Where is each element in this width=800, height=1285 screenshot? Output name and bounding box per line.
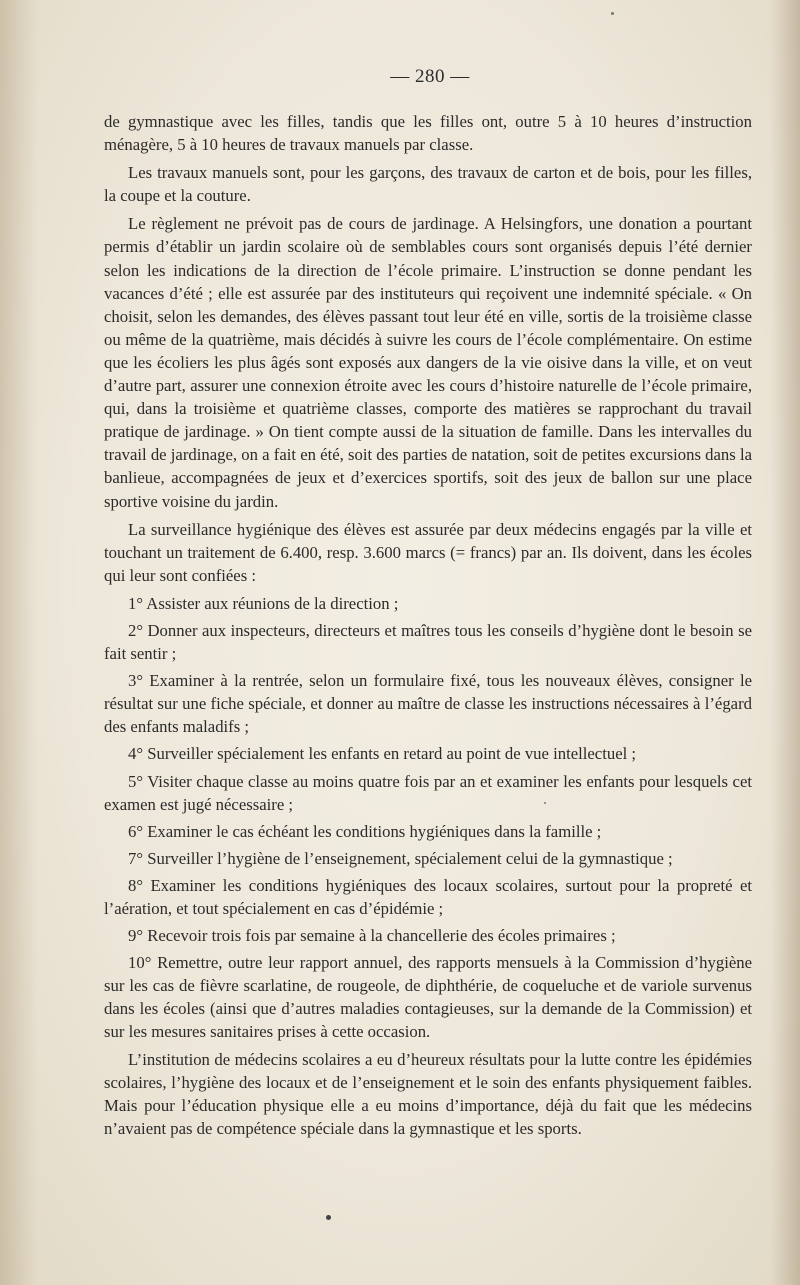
paragraph: Les travaux manuels sont, pour les garçons, des travaux de carton et de bois, pour les filles, la coupe et la couture. <box>104 163 752 206</box>
paragraph: La surveillance hygiénique des élèves est assurée par deux médecins engagés par la ville et touchant un traitement de 6.400, resp. 3.600 marcs (= francs) par an. Ils doivent, dans les écoles qui leur sont confiées : <box>104 519 752 585</box>
list-item: 9° Recevoir trois fois par semaine à la chancellerie des écoles primaires ; <box>128 926 616 946</box>
list-item: 6° Examiner le cas échéant les conditions hygiéniques dans la famille ; <box>128 821 602 841</box>
list-item: 8° Examiner les conditions hygiéniques des locaux scolaires, surtout pour la propreté et l’aération, et tout spécialement en cas d’épidémie ; <box>104 875 752 918</box>
list-item: 7° Surveiller l’hygiène de l’enseignement, spécialement celui de la gymnastique ; <box>128 848 673 868</box>
list-item: 5° Visiter chaque classe au moins quatre fois par an et examiner les enfants pour lesquels cet examen est jugé nécessaire ; <box>104 771 752 814</box>
paragraph: de gymnastique avec les filles, tandis que les filles ont, outre 5 à 10 heures d’instruction ménagère, 5 à 10 heures de travaux manuels par classe. <box>104 112 752 155</box>
paragraph: Le règlement ne prévoit pas de cours de jardinage. A Helsingfors, une donation a pourtant permis d’établir un jardin scolaire où de semblables cours sont organisés depuis l’été dernier selon les indications de la direction de l’école primaire. L’instruction se donne pendant les vacances d’été ; elle est assurée par des instituteurs qui reçoivent une indemnité spéciale. « On choisit, selon les demandes, des élèves passant tout leur été en ville, sortis de la troisième classe ou même de la quatrième, mais décidés à suivre les cours de l’école complémentaire. On estime que les écoliers les plus âgés sont exposés aux dangers de la vie oisive dans la ville, et on veut d’autre part, assurer une connexion étroite avec les cours d’histoire naturelle de l’école primaire, qui, dans la troisième et quatrième classes, comporte des matières se rapprochant du travail pratique de jardinage. » On tient compte aussi de la situation de famille. Dans les intervalles du travail de jardinage, on a fait en été, soit des parties de natation, soit de petites excursions dans la banlieue, accompagnées de jeux et d’exercices sportifs, soit des jeux de ballon sur une place sportive voisine du jardin. <box>104 214 752 511</box>
list-item: 1° Assister aux réunions de la direction ; <box>128 593 399 613</box>
list-item: 3° Examiner à la rentrée, selon un formulaire fixé, tous les nouveaux élèves, consigner le résultat sur une fiche spéciale, et donner au maître de classe les instructions nécessaires à l’égard des enfants maladifs ; <box>104 671 752 737</box>
paper-speck <box>611 12 614 15</box>
list-item: 4° Surveiller spécialement les enfants en retard au point de vue intellectuel ; <box>128 744 637 764</box>
ink-dot <box>326 1215 331 1220</box>
page-number: — 280 — <box>390 66 470 87</box>
list-item: 10° Remettre, outre leur rapport annuel, des rapports mensuels à la Commission d’hygiène sur les cas de fièvre scarlatine, de rougeole, de diphthérie, de coqueluche et de variole survenus dans les écoles (ainsi que d’autres maladies contagieuses, sur la demande de la Commission) et sur les mesures sanitaires prises à cette occasion. <box>104 953 752 1042</box>
page-shadow-right <box>770 0 800 1285</box>
list-item: 2° Donner aux inspecteurs, directeurs et maîtres tous les conseils d’hygiène dont le besoin se fait sentir ; <box>104 620 752 664</box>
page-shadow-left <box>0 0 38 1285</box>
body-text <box>104 110 752 1145</box>
closing-paragraph: L’institution de médecins scolaires a eu d’heureux résultats pour la lutte contre les épidémies scolaires, l’hygiène des locaux et de l’enseignement et le soin des enfants physiquement faibles. Mais pour l’éducation physique elle a eu moins d’importance, déjà du fait que les médecins n’avaient pas de compétence spéciale dans la gymnastique et les sports. <box>104 1049 752 1138</box>
paper-speck <box>544 802 546 804</box>
